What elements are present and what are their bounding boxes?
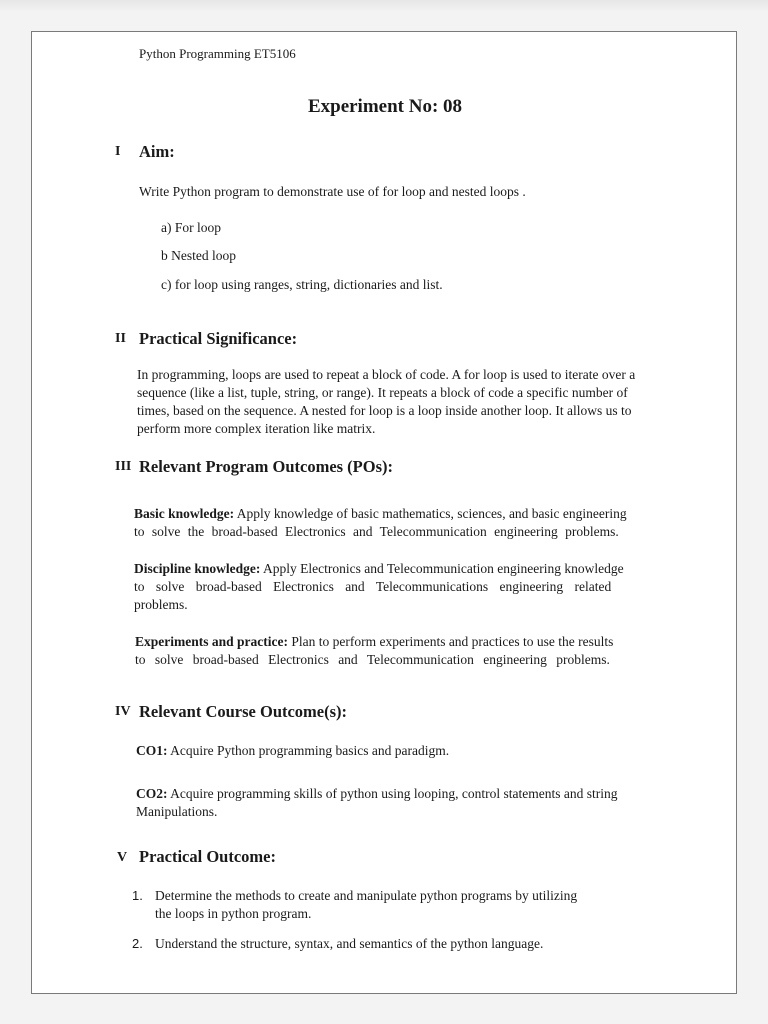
aim-text: Write Python program to demonstrate use of for loop and nested loops .	[139, 184, 526, 199]
section-number-course-outcomes: IV	[115, 704, 131, 719]
section-title-course-outcomes: Relevant Course Outcome(s):	[139, 702, 348, 721]
co-label: CO2:	[136, 786, 168, 801]
po-text: Apply knowledge of basic mathematics, sciences, and basic engineering	[234, 506, 627, 521]
outcome-item	[155, 935, 543, 953]
po-text: Apply Electronics and Telecommunication engineering knowledge	[260, 561, 624, 576]
section-title-significance: Practical Significance:	[139, 329, 298, 348]
section-number-significance: II	[115, 331, 126, 346]
outcome-item	[155, 887, 577, 923]
outcome-text-line: Understand the structure, syntax, and semantics of the python language.	[155, 936, 544, 951]
co-text: Acquire programming skills of python using looping, control statements and string	[167, 786, 618, 801]
outcome-number: 2.	[132, 936, 143, 951]
aim-item-b: b Nested loop	[161, 248, 236, 263]
section-number-practical-outcome: V	[117, 850, 128, 865]
po-text-line: to solve the broad-based Electronics and Telecommunication engineering problems.	[134, 524, 619, 539]
significance-line: In programming, loops are used to repeat a block of code. A for loop is used to iterate over a	[137, 367, 636, 382]
po-item	[134, 560, 692, 614]
po-label: Basic knowledge:	[134, 506, 235, 521]
significance-line: perform more complex iteration like matrix.	[137, 421, 376, 436]
outcome-text-line: Determine the methods to create and manipulate python programs by utilizing	[155, 888, 578, 903]
po-item	[134, 505, 699, 541]
section-title-practical-outcome: Practical Outcome:	[139, 847, 276, 866]
po-text: Plan to perform experiments and practices to use the results	[287, 634, 614, 649]
po-text-line: to solve broad-based Electronics and Telecommunication engineering problems.	[135, 652, 610, 667]
section-title-aim: Aim:	[139, 142, 175, 161]
co-item	[136, 742, 449, 760]
co-text-line: Manipulations.	[136, 804, 218, 819]
po-item	[135, 633, 680, 669]
significance-paragraph	[137, 366, 725, 438]
co-label: CO1:	[136, 743, 168, 758]
outcome-number: 1.	[132, 888, 143, 903]
experiment-title: Experiment No: 08	[307, 96, 463, 117]
significance-line: times, based on the sequence. A nested for loop is a loop inside another loop. It allows us to	[137, 403, 632, 418]
co-text: Acquire Python programming basics and paradigm.	[167, 743, 450, 758]
outcome-text-line: the loops in python program.	[155, 906, 312, 921]
po-label: Discipline knowledge:	[134, 561, 261, 576]
running-header: Python Programming ET5106	[139, 46, 296, 61]
document-page	[31, 31, 737, 994]
aim-item-a: a) For loop	[161, 220, 221, 235]
aim-item-c: c) for loop using ranges, string, dictionaries and list.	[161, 277, 443, 292]
significance-line: sequence (like a list, tuple, string, or range). It repeats a block of code a specific number of	[137, 385, 628, 400]
po-label: Experiments and practice:	[135, 634, 288, 649]
section-title-program-outcomes: Relevant Program Outcomes (POs):	[139, 457, 394, 476]
co-item	[136, 785, 706, 821]
section-number-program-outcomes: III	[115, 459, 132, 474]
section-number-aim: I	[115, 144, 121, 159]
viewer-top-band	[0, 0, 768, 12]
po-text-line: to solve broad-based Electronics and Telecommunications engineering related	[134, 579, 612, 594]
po-text-line: problems.	[134, 597, 188, 612]
